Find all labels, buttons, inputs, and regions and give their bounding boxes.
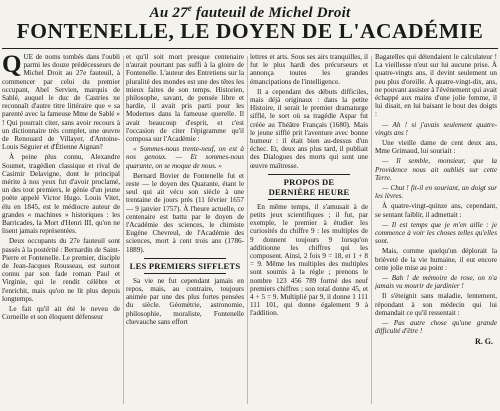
column-separator — [247, 56, 248, 404]
paragraph: QUE de noms tombés dans l'oubli parmi les douze prédécesseurs de Michel Droit au 27e fauteuil, à commencer par celui du premier occupant, Abel Servien, marquis de Sablé, auquel le duc de Castries ne reconnaît d'autre titre littéraire que « sa parenté avec la fameuse Mme de Sablé » ! Qui pourrait citer, sans avoir recours à un dictionnaire très complet, une œuvre de Renouard de Villayer, d'Antoine-Louis Séguier et d'Étienne Aignan? — [2, 53, 120, 152]
paragraph: Bagatelles qui détendaient le calculateur ! La vieillesse n'eut sur lui aucune prise. À quatre-vingts ans, il devint seulement un peu plus d'oreille. À quatre-vingt-dix, ans, ne pouvant assister à l'événement qui avait échappé aux mains d'une jolie femme, il lui disait, en lui baisant le bout des doigts : — [375, 53, 497, 119]
signature: R. G. — [475, 336, 493, 346]
section-heading: LES PREMIERS SIFFLETS — [126, 258, 244, 274]
column-4 — [375, 53, 497, 407]
paragraph: En même temps, il s'amusait à de petits jeux scientifiques ; il fut, par exemple, le premier à étudier les curiosités du chiffre 9 : les multiples de 9 donnent toujours 9 lorsqu'on additionne les chiffres qui les composent. Ainsi, 2 fois 9 = 18, et 1 + 8 = 9. Même les multiples des multiples sont soumis à la règle ; prenons le nombre 123 456 789 formé des neuf premiers chiffres ; son total donne 45, et 4 + 5 = 9. Multiplié par 9, il donne 1 111 111 101, qui donne également 9 à l'addition. — [250, 202, 368, 318]
paragraph: Mais, comme quelqu'un déplorait la brièveté de la vie humaine, il eut encore cette jolie mise au point : — [375, 247, 497, 272]
paragraph: Il s'éteignit sans maladie, lentement, répondant à son médecin qui lui demandait ce qu'il ressentait : — [375, 292, 497, 317]
paragraph: lettres et arts. Sous ses airs tranquilles, il fut le plus hardi des précurseurs et annonça toutes les grandes émancipations de l'intelligence. — [250, 53, 368, 86]
paragraph: Il a cependant des débuts difficiles, mais déjà originaux : dans la petite Histoire, il serait le premier dramaturge sifflé, le sort où sa tragédie Aspar fut créée au Théâtre Français (1680). Mais le jeune sifflé prit l'aventure avec bonne humeur : il était bien au-dessus d'un échec. Et, deux ans plus tard, il publiait des Dialogues des morts qui sont une œuvre maîtresse. — [250, 87, 368, 170]
drop-cap: Q — [2, 53, 22, 78]
column-2 — [126, 53, 244, 407]
paragraph: À peine plus connu, Alexandre Soumet, tragédien classique et rival de Casimir Delavigne, dont le principal mérite à nos yeux fut d'avoir proclamé, un des tout premiers, le génie d'un jeune poète appelé Victor Hugo. Louis Vitet, élu en 1845, est le médiocre auteur de grandes « machines » historiques : les Barricades, la Mort d'Henri III, qu'on ne lisent jamais représentées. — [2, 153, 120, 236]
paragraph: Deux occupants du 27e fauteuil sont passés à la postérité : Bernardin de Saint-Pierre et Fontenelle. Le premier, disciple de Jean-Jacques Rousseau, est surtout connu par son fade roman Paul et Virginie, qui le rendit célèbre et l'enrichit, mais qu'on ne lit plus depuis longtemps. — [2, 237, 120, 303]
quote: — Il est temps que je m'en aille : je commence à voir les choses telles qu'elles sont. — [375, 220, 497, 246]
paragraph: Le fait qu'il ait été le neveu de Corneille et son éloquent défenseur — [2, 305, 120, 322]
quote: « Sommes-nous trente-neuf, on est à nos genoux. — Et sommes-nous quarante, on se moque de nous. » — [126, 145, 244, 170]
column-3 — [250, 53, 368, 407]
quote: — Chut ! fit-il en souriant, un doigt sur les lèvres. — [375, 184, 497, 201]
section-heading: PROPOS DE DERNIÈRE HEURE — [250, 174, 368, 200]
column-separator — [123, 56, 124, 404]
paragraph: Sa vie ne fut cependant jamais en repos, mais, au contraire, toujours animée par une des plus fortes pensées du siècle. Géométrie, astronomie, philosophie, moraliste, Fontenelle chevauche sans effort — [126, 276, 244, 326]
headline-rule — [2, 48, 498, 49]
column-1 — [2, 53, 120, 407]
kicker: Au 27e fauteuil de Michel Droit — [149, 3, 351, 21]
quote: — Pas autre chose qu'une grande difficulté d'être ! — [375, 319, 497, 336]
paragraph: À quatre-vingt-quinze ans, cependant, se sentant faiblir, il admettait : — [375, 202, 497, 219]
paragraph: et qu'il soit mort presque centenaire n'aurait pourtant pas suffi à la gloire de Fontenelle. L'auteur des Entretiens sur la pluralité des mondes est une des têtes les mieux faites de son temps. Historien, philosophe, savant, de pensée libre et hardie, il avait pris parti pour les Modernes dans la fameuse querelle. Il avait beaucoup d'esprit, et c'est l'occasion de citer l'épigramme qu'il composa sur l'Académie : — [126, 53, 244, 144]
quote: — Il semble, monsieur, que la Providence nous ait oubliés sur cette Terre. — [375, 157, 497, 182]
headline: FONTENELLE, LE DOYEN DE L'ACADÉMIE — [16, 19, 484, 43]
column-separator — [371, 56, 372, 404]
paragraph: Une vieille dame de cent deux ans, Mme Grimaud, lui souriait : — [375, 139, 497, 156]
paragraph: Bernard Bovier de Fontenelle fut et reste — le doyen des Quarante, étant le seul qui ait vécu son siècle à une trentaine de jours près (11 février 1657 — 9 janvier 1757). À l'heure actuelle, ce centenaire est battu par le doyen de l'Académie des sciences, le chimiste Eugène Chevreul, de l'Académie des sciences, mort à cent trois ans (1786-1889). — [126, 171, 244, 254]
quote: — Bah ! de mémoire de rose, on n'a jamais vu mourir de jardinier ! — [375, 274, 497, 291]
quote: — Ah ! si j'avais seulement quatre-vingts ans ! — [375, 120, 497, 137]
